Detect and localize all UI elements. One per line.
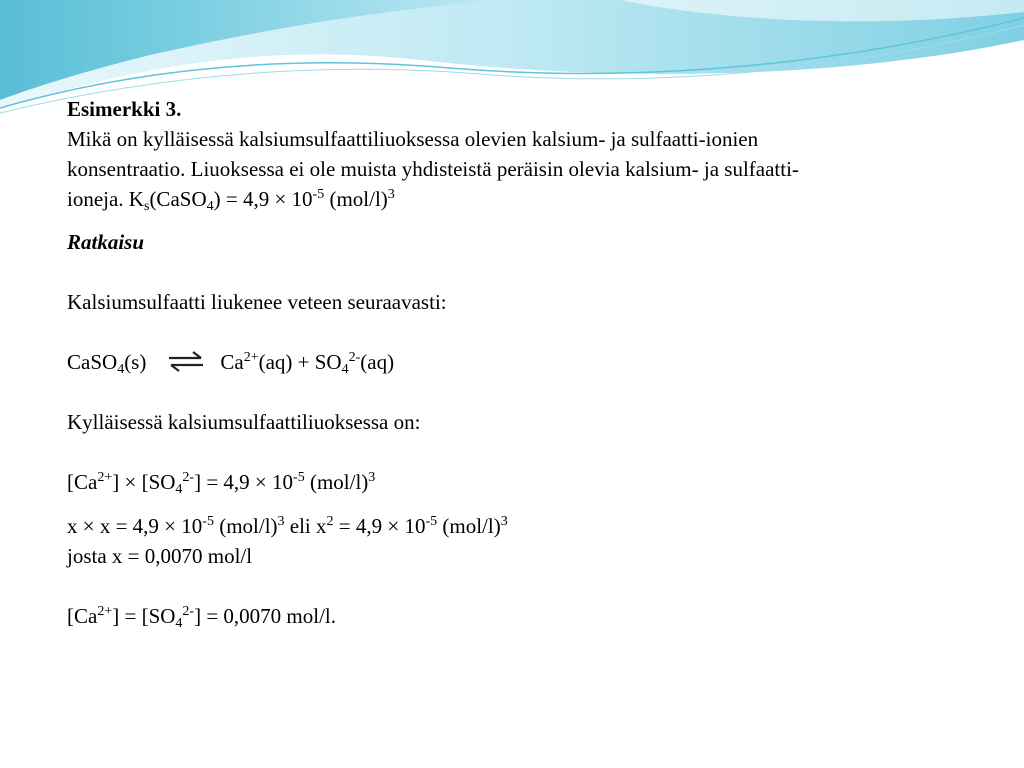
- equation-2: $x \times x = 4,9 \times 10^{-5}$ $(mol/l)^3$ eli $x^2 = 4,9 \times 10^{-5}$ $(mol/l)^3$: [67, 514, 508, 538]
- saturated-text: Kylläisessä kalsiumsulfaattiliuoksessa on:: [67, 410, 421, 434]
- question-line-1: Mikä on kylläisessä kalsiumsulfaattiliuoksessa olevien kalsium- ja sulfaatti-ionien: [67, 127, 759, 151]
- question-line-3: ioneja. $K_s(CaSO_4) = 4,9 \times 10^{-5}$ $(mol/l)^3$: [67, 187, 395, 215]
- equilibrium-arrows-icon: [166, 348, 206, 376]
- solution-heading: Ratkaisu: [67, 230, 145, 254]
- slide-content: [67, 94, 967, 631]
- example-title: Esimerkki 3.: [67, 97, 182, 121]
- reaction-equation: CaSO$_4$(s) $Ca^{2+}(aq) + SO_4^{2-}(aq)$: [67, 350, 395, 378]
- question-line-2: konsentraatio. Liuoksessa ei ole muista yhdisteistä peräisin olevia kalsium- ja sulfaatti-: [67, 157, 799, 181]
- equation-3: josta x = 0,0070 mol/l: [67, 544, 253, 568]
- equation-1: $[Ca^{2+}] \times [SO_4^{2-}] = 4,9 \times 10^{-5}$ $(mol/l)^3$: [67, 470, 376, 498]
- equation-4: $[Ca^{2+}] = [SO_4^{2-}] = 0,0070$ mol/l.: [67, 604, 337, 632]
- solution-intro: Kalsiumsulfaatti liukenee veteen seuraavasti:: [67, 290, 447, 314]
